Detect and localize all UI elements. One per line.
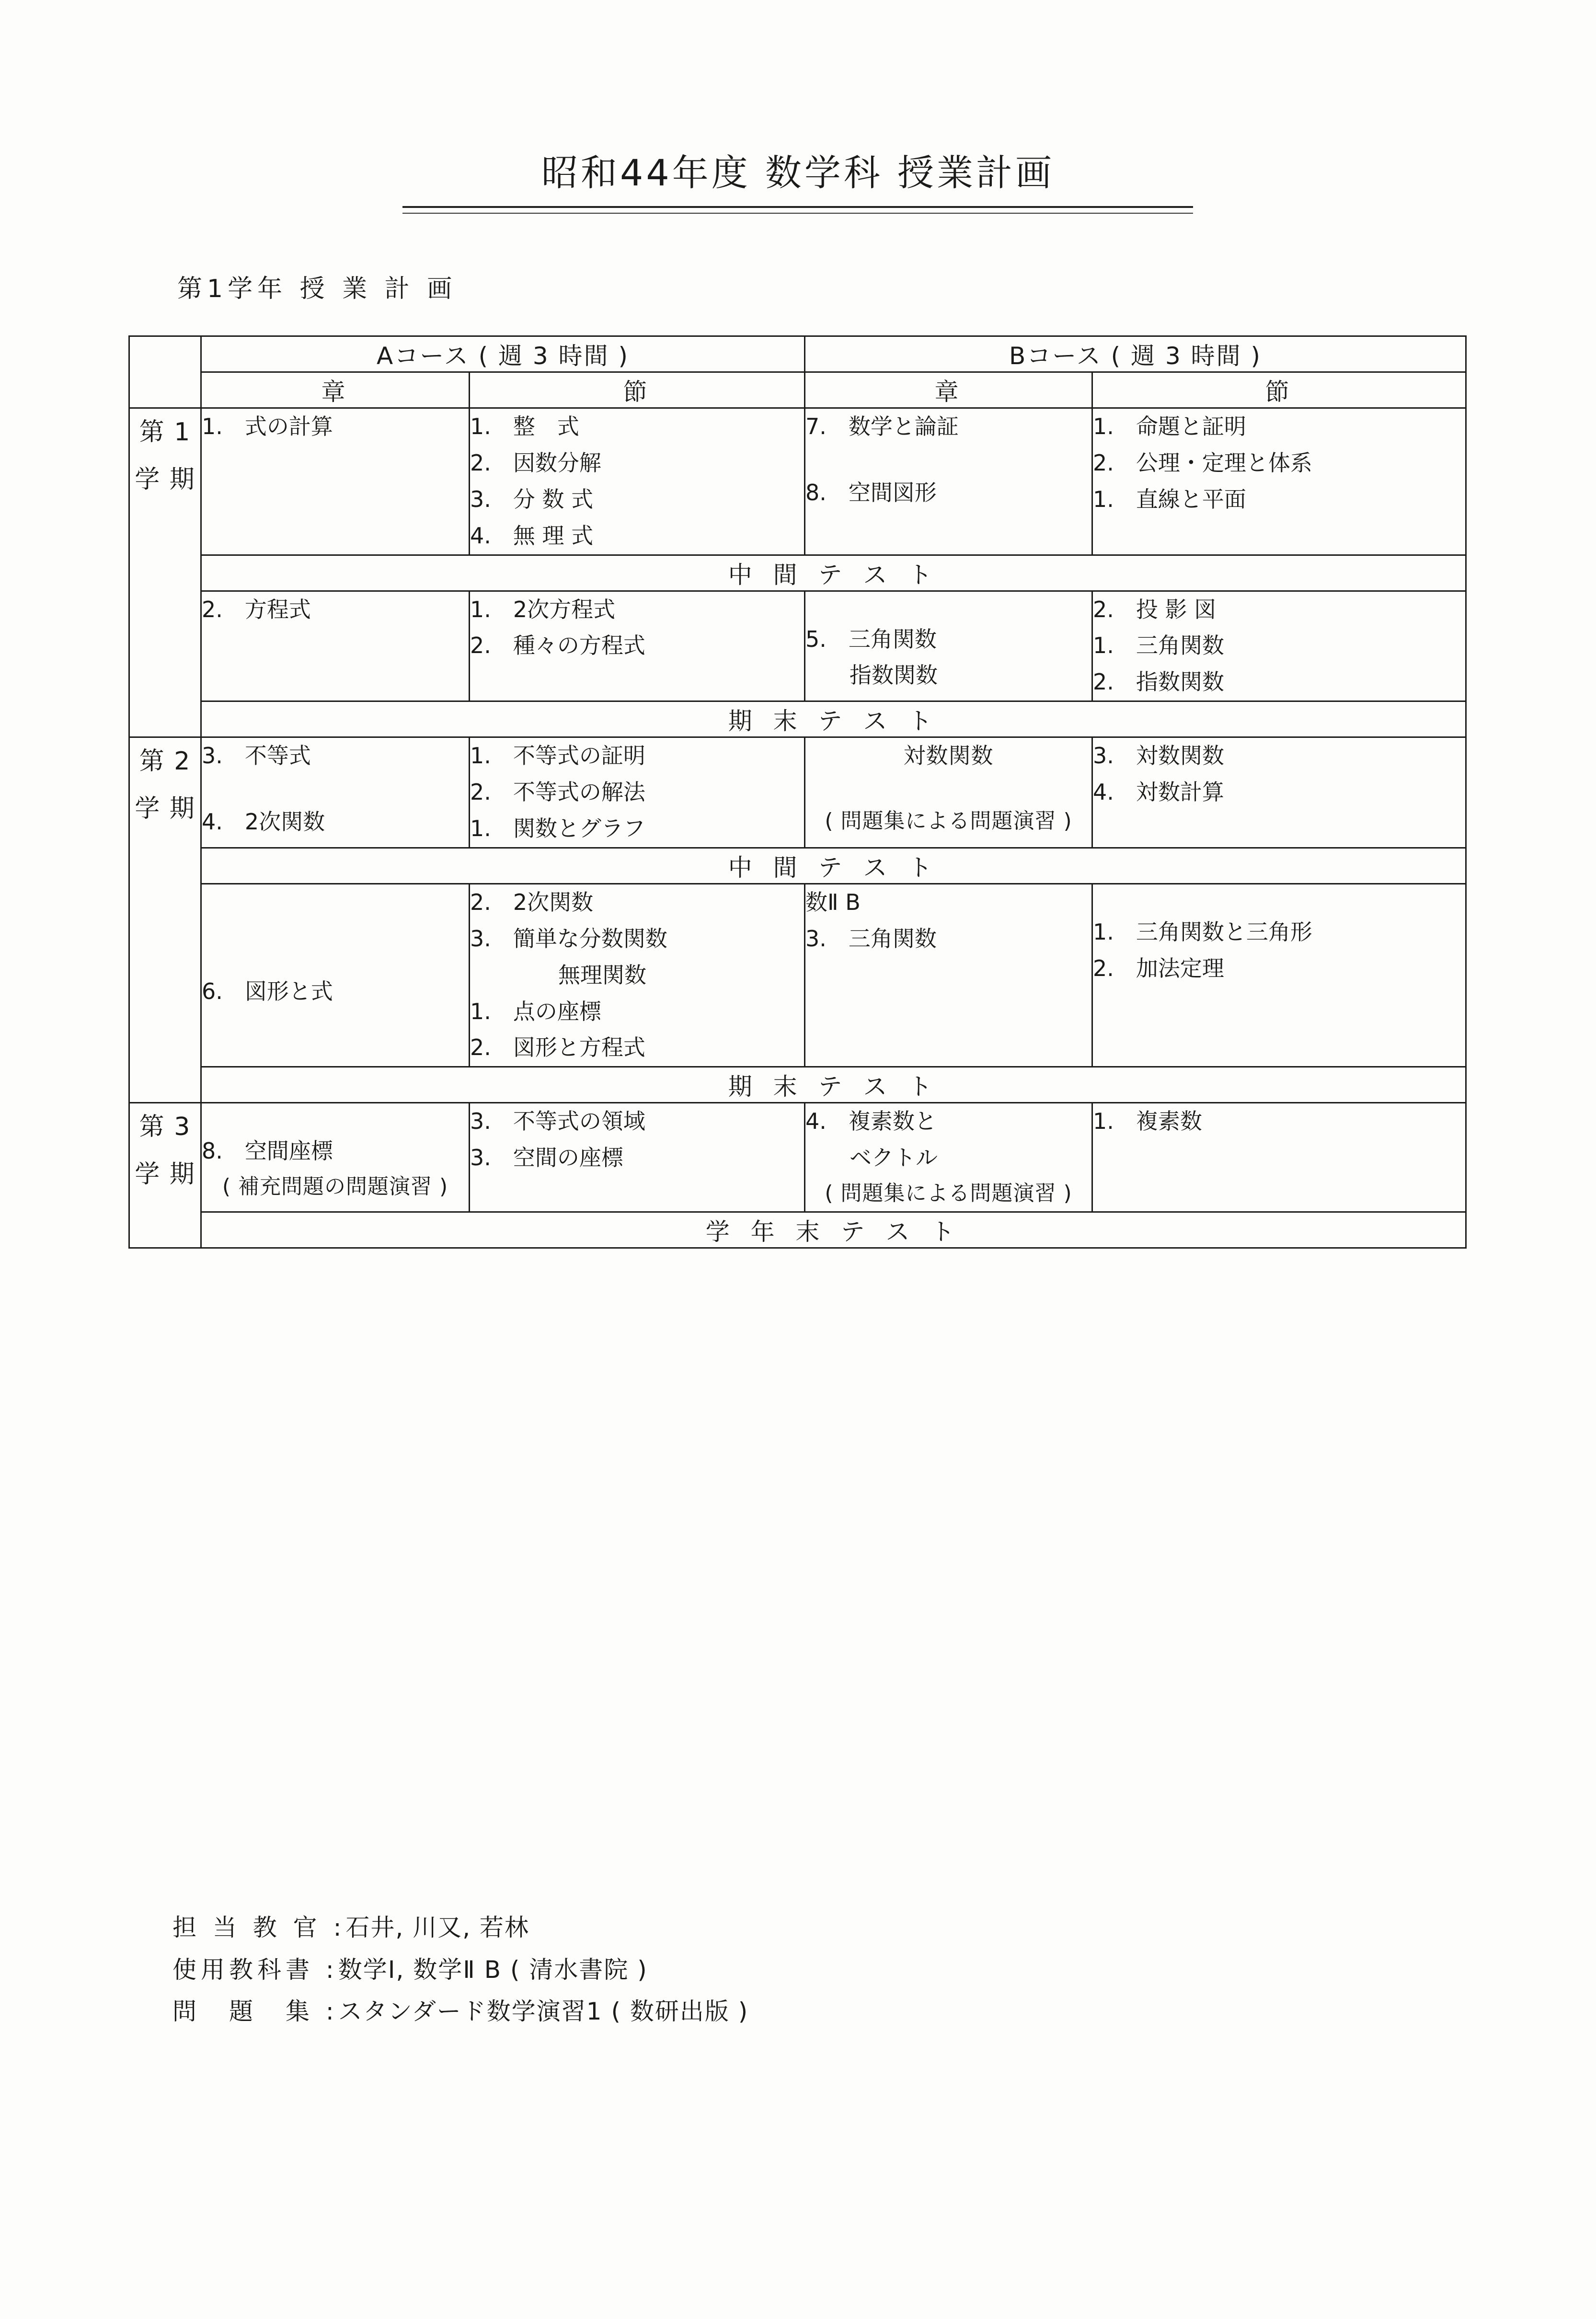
cell-a-chapter: 2. 方程式 [201, 591, 470, 701]
header-b-section: 節 [1092, 372, 1466, 408]
cell-a-chapter: 8. 空間座標 ( 補充問題の問題演習 ) [201, 1103, 470, 1212]
term-char: 学 [135, 465, 161, 494]
exam-final-2: 期 末 テ ス ト [201, 1067, 1466, 1103]
cell-b-chapter: 対数関数 ( 問題集による問題演習 ) [805, 737, 1092, 848]
spacer [1093, 884, 1465, 914]
term-char: 1 [174, 418, 191, 447]
title-underline-secondary [402, 213, 1193, 214]
note-teachers [172, 1907, 748, 1949]
plan-table-wrapper [128, 335, 1465, 1249]
exam-year-end: 学 年 末 テ ス ト [201, 1212, 1466, 1248]
term-char: 期 [169, 794, 195, 824]
header-course-b: Bコース ( 週 3 時間 ) [805, 336, 1466, 372]
term-char: 期 [169, 465, 195, 494]
note-workbook-value: スタンダード数学演習1 ( 数研出版 ) [338, 1998, 749, 2025]
table-row [129, 884, 1466, 1067]
cell-b-section: 3. 対数関数 4. 対数計算 [1092, 737, 1466, 848]
cell-a-section: 2. 2次関数 3. 簡単な分数関数 無理関数 1. 点の座標 2. 図形と方程式 [470, 884, 805, 1067]
header-course-a: Aコース ( 週 3 時間 ) [201, 336, 805, 372]
spacer [805, 445, 1091, 475]
table-row [129, 737, 1466, 848]
cell-b-chapter: 数Ⅱ B 3. 三角関数 [805, 884, 1092, 1067]
note-textbook-value: 数学Ⅰ, 数学Ⅱ B ( 清水書院 ) [338, 1955, 648, 1984]
table-row [129, 1103, 1466, 1212]
cell-a-section: 1. 2次方程式 2. 種々の方程式 [470, 591, 805, 701]
spacer [202, 884, 469, 974]
curriculum-plan-table [128, 335, 1467, 1249]
header-b-chapter: 章 [805, 372, 1092, 408]
note-textbook [172, 1949, 748, 1991]
note-workbook-label: 問 題 集 : [172, 1998, 338, 2025]
term-char: 3 [174, 1113, 191, 1142]
cell-b-section: 1. 三角関数と三角形 2. 加法定理 [1092, 884, 1466, 1067]
term-char: 2 [174, 747, 191, 776]
table-row-exam [129, 1067, 1466, 1103]
title-underline [402, 206, 1193, 208]
section-subtitle: 第1学年 授 業 計 画 [177, 275, 457, 303]
cell-b-chapter: 4. 複素数と ベクトル ( 問題集による問題演習 ) [805, 1103, 1092, 1212]
header-a-section: 節 [470, 372, 805, 408]
note-workbook [172, 1991, 748, 2033]
table-row-exam [129, 848, 1466, 884]
term-char: 第 [139, 1113, 165, 1142]
cell-a-section: 3. 不等式の領域 3. 空間の座標 [470, 1103, 805, 1212]
note-textbook-label: 使用教科書 : [172, 1955, 338, 1984]
term-label-1 [129, 408, 201, 737]
term-char: 学 [135, 794, 161, 824]
term-label-2 [129, 737, 201, 1103]
header-a-chapter: 章 [201, 372, 470, 408]
exam-midterm-2: 中 間 テ ス ト [201, 848, 1466, 884]
cell-a-section: 1. 不等式の証明 2. 不等式の解法 1. 関数とグラフ [470, 737, 805, 848]
corner-cell [129, 336, 201, 408]
cell-b-section: 2. 投 影 図 1. 三角関数 2. 指数関数 [1092, 591, 1466, 701]
table-row [129, 408, 1466, 555]
spacer [202, 774, 469, 804]
term-char: 期 [169, 1160, 195, 1189]
term-char: 第 [139, 747, 165, 776]
footer-notes [172, 1907, 748, 2033]
exam-final-1: 期 末 テ ス ト [201, 701, 1466, 737]
cell-b-chapter: 7. 数学と論証 8. 空間図形 [805, 408, 1092, 555]
table-row [129, 591, 1466, 701]
term-label-3 [129, 1103, 201, 1248]
note-teachers-value: 石井, 川又, 若林 [345, 1914, 529, 1941]
cell-a-chapter: 3. 不等式 4. 2次関数 [201, 737, 470, 848]
table-row-exam [129, 1212, 1466, 1248]
cell-b-chapter: 5. 三角関数 指数関数 [805, 591, 1092, 701]
cell-b-section: 1. 複素数 [1092, 1103, 1466, 1212]
spacer [805, 592, 1091, 621]
page-title: 昭和44年度 数学科 授業計画 [541, 151, 1055, 194]
cell-b-section: 1. 命題と証明 2. 公理・定理と体系 1. 直線と平面 [1092, 408, 1466, 555]
cell-a-chapter: 1. 式の計算 [201, 408, 470, 555]
spacer [202, 1103, 469, 1133]
cell-a-section: 1. 整 式 2. 因数分解 3. 分 数 式 4. 無 理 式 [470, 408, 805, 555]
term-char: 第 [139, 418, 165, 447]
cell-a-chapter: 6. 図形と式 [201, 884, 470, 1067]
spacer [805, 774, 1091, 804]
table-header-row-course [129, 336, 1466, 372]
note-teachers-label: 担 当 教 官 : [172, 1914, 346, 1941]
table-header-row-sub [129, 372, 1466, 408]
table-row-exam [129, 555, 1466, 591]
term-char: 学 [135, 1160, 161, 1189]
table-row-exam [129, 701, 1466, 737]
exam-midterm-1: 中 間 テ ス ト [201, 555, 1466, 591]
